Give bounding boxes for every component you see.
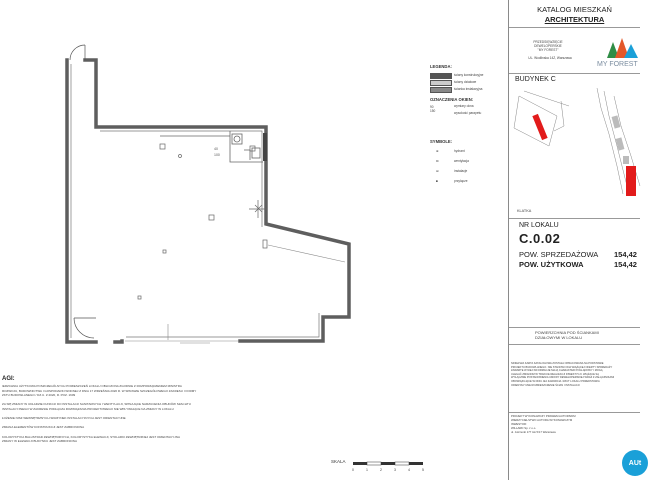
scale-tick: 3: [394, 468, 396, 472]
disclaimer-line: OBOWIĄZUJĄCE W DNIU JEJ ZAWARCIA. RZUT LOKALU PRZEDSTAWIA: [511, 379, 600, 383]
entrance-door: [70, 45, 85, 60]
disclaimer-text: [511, 362, 638, 387]
unit-nr-value: C.0.02: [519, 231, 561, 246]
disclaimer-line: ZAWARTE W NIEJ INFORMACJE MAJĄ CHARAKTER POGLĄDOWY I MOGĄ: [511, 369, 603, 373]
sales-area-label: POW. SPRZEDAŻOWA: [519, 250, 599, 259]
scale-tick: 0: [352, 468, 354, 472]
disclaimer-line: ORIENTACYJNE ROZMIESZCZENIE ŚCIAN I INSTALACJI: [511, 383, 580, 387]
notes-lines: [2, 384, 302, 444]
symbol-item: przyłącze: [454, 179, 468, 183]
scale-tick: 4: [408, 468, 410, 472]
window-legend: [430, 97, 506, 118]
legend-swatch: [430, 73, 452, 79]
disclaimer-line: WYŁĄCZNIE POSTANOWIENIA UMOWY DEWELOPERSKIEJ WRAZ Z ZAŁĄCZNIKAMI: [511, 376, 615, 380]
symbol-item: instalacje: [454, 169, 468, 173]
investor-info: [511, 414, 601, 434]
notes-line: ŁOŻENIE NISZ WEWNĘTRZNYCH SKRZYNEK INSTALACYJNYCH JEST ORIENTACYJNE: [2, 416, 126, 421]
unit-nr-label: NR LOKALU: [519, 222, 559, 229]
bathroom-labels: [214, 147, 220, 157]
legend-item: ściany konstrukcyjne: [454, 73, 484, 77]
notes-line: INSTALACYJNEGO W ZAKRESIE PODŁĄCZA ROZWIĄZANIA PROJEKTOWEGO NIE WPŁYWAJĄCE NA ZMIANY W LOKALU: [2, 406, 174, 411]
my-forest-logo-icon: [603, 36, 640, 60]
logo-text: MY FOREST: [597, 61, 638, 68]
investor-line: WIERZYCIELSTWO AUTORA WYKONAWCZYM: [511, 418, 573, 422]
disclaimer-line: NINIEJSZA KARTA KATALOGOWA ZOSTAŁA OPRACOWANA NA PODSTAWIE: [511, 362, 604, 365]
title-block: [508, 0, 640, 480]
symbol-item: hydrant: [454, 149, 465, 153]
notes-title: AGI:: [2, 376, 15, 382]
window-item: wymiary okna: [454, 104, 474, 108]
legend-item: ścianka instalacyjna: [454, 87, 483, 91]
disclaimer-line: PROJEKTU BUDOWLANEGO. NIE STANOWI ONA WIĄŻĄCEJ OFERTY SPRZEDAŻY: [511, 365, 613, 369]
developer-line: PRZEDSIĘWZIĘCIE: [533, 40, 563, 44]
notes-line: ZA SIĘ ZMIANY W UKŁADZIE FUNKCJI DO INSTALACJI SANITARNYCH I WENTYLACJI, SPINAJĄCE NARZUCENIA OBUDÓW SZACHTU: [2, 402, 191, 407]
notes-line: KOLORYSTYKA BALUSTRAD ZEWNĘTRZNYCH, KOLORYSTYKA ELEWACJI, STOLARKI ZEWNĘTRZNEJ JEST ORIENTACYJNA: [2, 434, 180, 439]
investor-line: PROJEKT WYKONAWCZY PRAWEM AUTORSKIM: [511, 414, 576, 418]
vent-icon: ⊠: [436, 159, 439, 163]
legend-swatch: [430, 80, 452, 86]
note-box-line: DZIAŁOWYMI W LOKALU: [535, 335, 583, 340]
notes-line: ZKTU BUDOWLANEGO / DZ.U. Z 2020, R. POZ. 1609: [2, 393, 76, 398]
install-icon: ⊞: [436, 169, 439, 173]
plan-symbols: [138, 144, 267, 299]
note-box-line: POWIERZCHNIA POD ŚCIANKAMI: [535, 330, 599, 335]
building-label: BUDYNEK C: [515, 76, 556, 83]
developer-line: "MY FOREST": [537, 48, 559, 52]
wall-outline: [67, 60, 349, 342]
notes-line: ZMIANA ELEMENTÓW KONSTRUKCJI JEST ZABRONIONA: [2, 425, 85, 430]
building-highlight: [532, 114, 547, 140]
side-door: [74, 318, 96, 338]
scale-tick: 1: [366, 468, 368, 472]
window-legend-title: OZNACZENIA OKIEN:: [430, 97, 474, 102]
window-code: 90 150: [430, 105, 436, 113]
scale-bar: [352, 462, 424, 472]
svg-text:40: 40: [214, 147, 218, 151]
structural-walls: [67, 60, 349, 342]
sales-area-value: 154,42: [614, 250, 637, 259]
catalog-subtitle: ARCHITEKTURA: [544, 15, 605, 24]
notes-line: ZMIANY W ELEWACJI BUDYNKU JEST ZABRONIONA: [2, 439, 77, 444]
usable-area-value: 154,42: [614, 260, 637, 269]
notes-line: ROZWOJU, BUDOWNICTWA I GOSPODARKI WODNEJ Z DNIA 17 WRZEŚNIA 2020 R. W SPRAWIE SZCZEGÓŁOWEGO ZAKRESU I FORMY: [2, 388, 197, 393]
scale-label: SKALA: [331, 459, 346, 464]
connection-icon: ■: [436, 179, 438, 183]
developer-address: UL. Wodlinska 14Z, Warszawa: [528, 56, 572, 60]
author-logo-icon: AUt: [622, 450, 648, 476]
legend-item: ściany działowe: [454, 80, 477, 84]
scale-tick: 2: [380, 468, 382, 472]
scale-tick: 5: [422, 468, 424, 472]
developer-line: DEWELOPERSKIE: [534, 44, 562, 48]
window-item: wysokość parapetu: [454, 111, 482, 115]
hydrant-icon: ⊕: [436, 149, 439, 153]
wall-inner-lines: [71, 64, 319, 338]
notes-line: IERZCHNIA UŻYTKOWA POSZCZEGÓLNYCH POMIESZCZEŃ LOKALU OBLICZONA ZGODNIE Z ROZPORZĄDZENIEM MINISTRA: [2, 384, 182, 388]
investor-line: ul. Jutrzenki 177 lok 5/17 Warszawa: [511, 430, 556, 434]
bathroom-partition: [160, 131, 263, 162]
building-highlight: [626, 166, 636, 196]
symbol-item: wentylacja: [454, 159, 469, 163]
disclaimer-line: ULEGAĆ ZMIANOM W TRAKCIE REALIZACJI INWESTYCJI. WIĄŻĄCE SĄ: [511, 372, 600, 376]
symbols-legend: [430, 139, 506, 188]
catalog-title: KATALOG MIESZKAŃ: [537, 5, 612, 14]
legend-title: LEGENDA:: [430, 64, 452, 69]
svg-text:100: 100: [214, 153, 220, 157]
notes: [2, 376, 302, 444]
installation-shaft: [263, 133, 267, 161]
symbols-title: SYMBOLE:: [430, 139, 453, 144]
investor-line: WILLARD Sp. z o.o.: [511, 426, 537, 430]
site-map: [509, 86, 640, 196]
investor-line: INWESTOR:: [511, 422, 527, 426]
usable-area-label: POW. UŻYTKOWA: [519, 260, 584, 269]
legend: [430, 64, 506, 91]
stair-label: KLATKA: [517, 209, 532, 213]
windows: [125, 245, 345, 343]
legend-swatch: [430, 87, 452, 93]
